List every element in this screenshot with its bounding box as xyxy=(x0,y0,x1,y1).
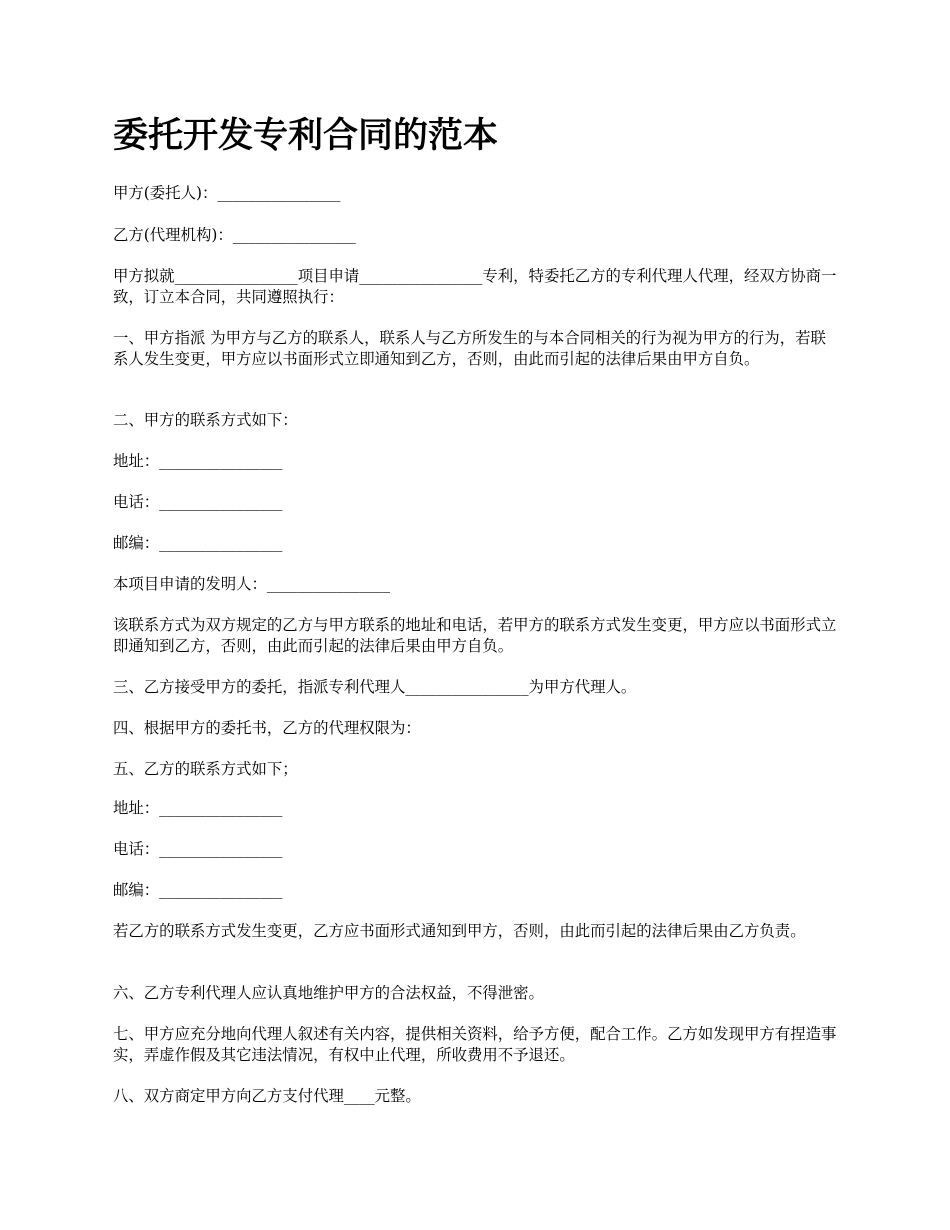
clause-8-paragraph: 八、双方商定甲方向乙方支付代理____元整。 xyxy=(113,1087,421,1105)
contact-change-paragraph: 该联系方式为双方规定的乙方与甲方联系的地址和电话，若甲方的联系方式发生变更，甲方应以书面形式立即通知到乙方，否则，由此而引起的法律后果由甲方自负。 xyxy=(113,616,837,655)
clause-6-paragraph: 六、乙方专利代理人应认真地维护甲方的合法权益，不得泄密。 xyxy=(113,984,544,1002)
party-a-phone-line: 电话：________________ xyxy=(113,493,283,511)
clause-3-paragraph: 三、乙方接受甲方的委托，指派专利代理人________________为甲方代理人。 xyxy=(113,678,637,696)
party-b-postcode-line: 邮编：________________ xyxy=(113,881,283,899)
preamble-paragraph: 甲方拟就________________项目申请________________专利，特委托乙方的专利代理人代理，经双方协商一致，订立本合同，共同遵照执行： xyxy=(113,267,837,306)
clause-7-paragraph: 七、甲方应充分地向代理人叙述有关内容，提供相关资料，给予方便，配合工作。乙方如发现甲方有捏造事实，弄虚作假及其它违法情况，有权中止代理，所收费用不予退还。 xyxy=(113,1025,837,1064)
party-a-line: 甲方(委托人)：________________ xyxy=(113,184,341,202)
clause-2-heading: 二、甲方的联系方式如下： xyxy=(113,411,298,429)
party-b-phone-line: 电话：________________ xyxy=(113,840,283,858)
clause-1-paragraph: 一、甲方指派 为甲方与乙方的联系人，联系人与乙方所发生的与本合同相关的行为视为甲方的行为，若联系人发生变更，甲方应以书面形式立即通知到乙方，否则，由此而引起的法律后果由甲方自负。 xyxy=(113,329,826,368)
party-b-address-line: 地址：________________ xyxy=(113,799,283,817)
document-title: 委托开发专利合同的范本 xyxy=(113,116,499,156)
clause-4-paragraph: 四、根据甲方的委托书，乙方的代理权限为： xyxy=(113,719,421,737)
clause-5-heading: 五、乙方的联系方式如下； xyxy=(113,760,298,778)
party-a-postcode-line: 邮编：________________ xyxy=(113,534,283,552)
party-a-address-line: 地址：________________ xyxy=(113,452,283,470)
inventor-line: 本项目申请的发明人：________________ xyxy=(113,575,391,593)
party-b-line: 乙方(代理机构)：________________ xyxy=(113,226,356,244)
party-b-change-paragraph: 若乙方的联系方式发生变更，乙方应书面形式通知到甲方，否则，由此而引起的法律后果由乙方负责。 xyxy=(113,922,806,940)
